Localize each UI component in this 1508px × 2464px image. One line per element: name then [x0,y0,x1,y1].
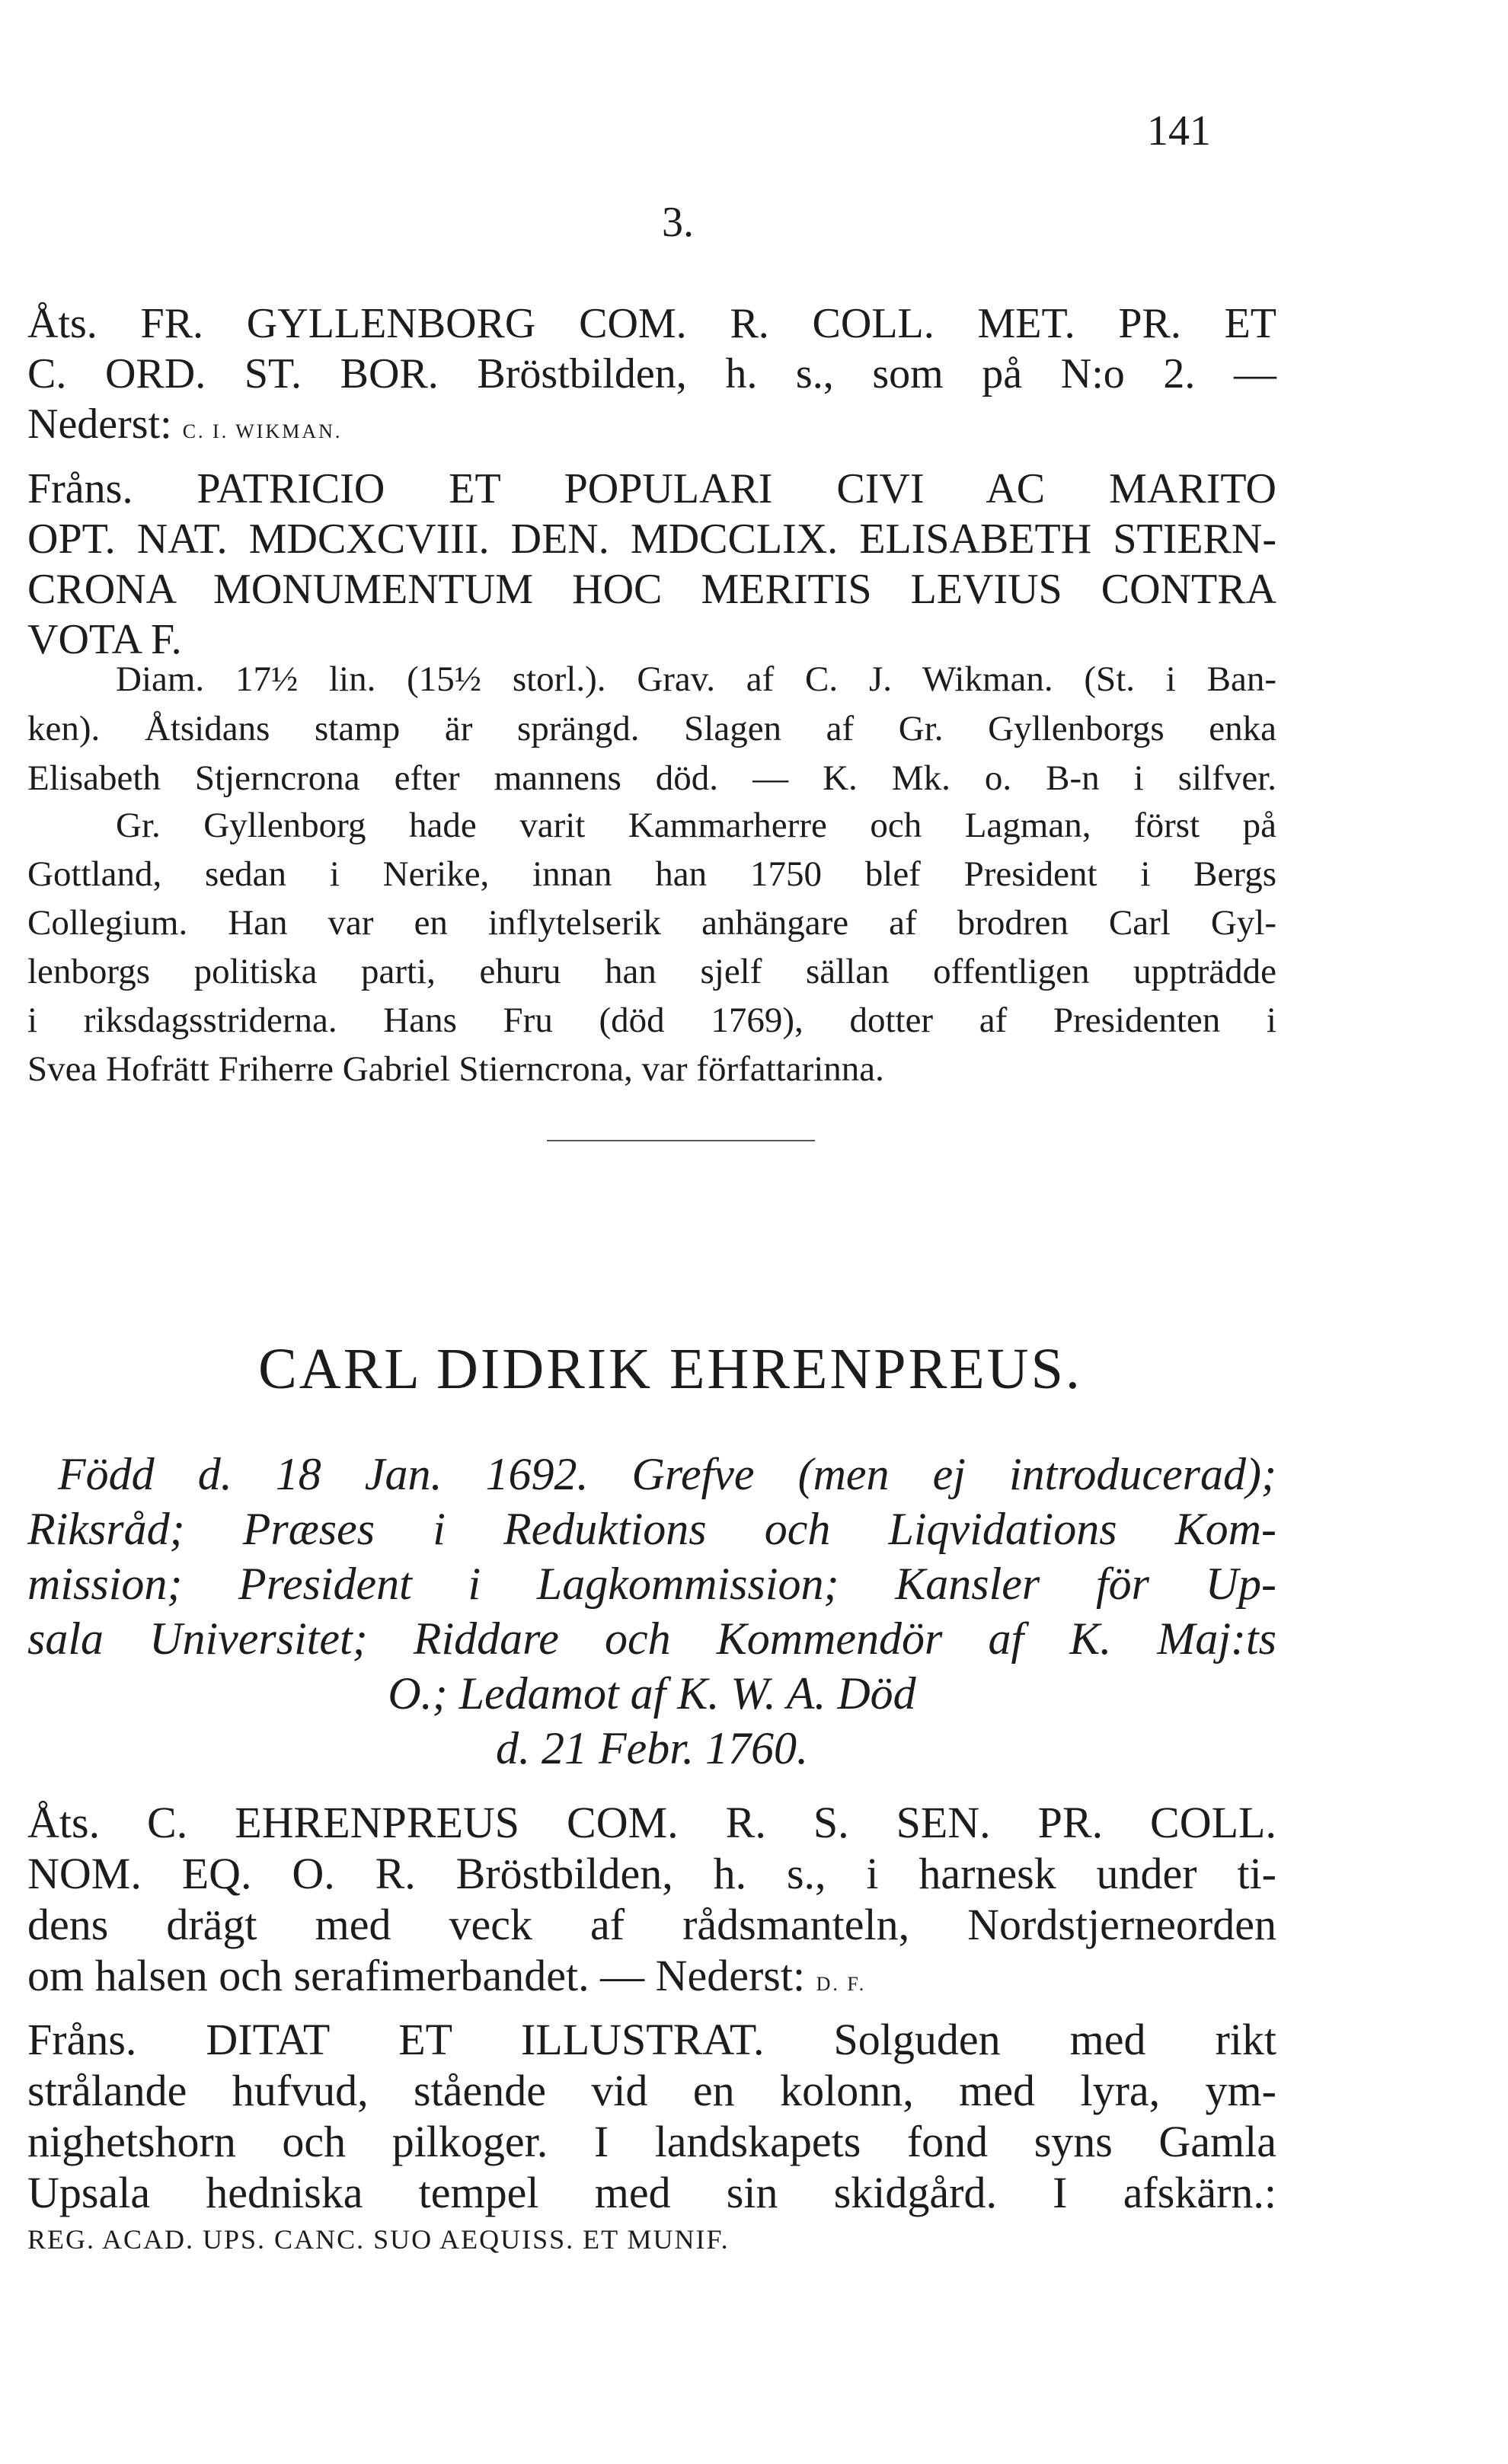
medal2-reverse [27,2014,1276,2218]
medal1-line: C. ORD. ST. BOR. Bröstbilden, h. s., som på N:o 2. — [27,350,1276,397]
exergue-inscription: REG. ACAD. UPS. CANC. SUO AEQUISS. ET MUNIF. [27,2224,730,2255]
desc-line: ken). Åtsidans stamp är sprängd. Slagen af Gr. Gyllenborgs enka [27,709,1276,748]
desc-line: Diam. 17½ lin. (15½ storl.). Grav. af C. J. Wikman. (St. i Ban- [116,659,1276,699]
person-heading: CARL DIDRIK EHRENPREUS. [258,1337,1082,1401]
medal1-reverse-line: CRONA MONUMENTUM HOC MERITIS LEVIUS CONTRA [27,566,1276,613]
medal2-line: Åts. C. EHRENPREUS COM. R. S. SEN. PR. COLL. [27,1798,1276,1847]
gyllenborg-biography [27,801,1276,1093]
medal1-reverse-line: VOTA F. [27,616,182,663]
medal2-reverse-line: nighetshorn och pilkoger. I landskapets fond syns Gamla [27,2117,1276,2166]
bio-line: i riksdagsstriderna. Hans Fru (död 1769), dotter af Presidenten i [27,1001,1276,1040]
bio2-line: Född d. 18 Jan. 1692. Grefve (men ej introducerad); [58,1449,1276,1499]
medal1-reverse-line: Fråns. PATRICIO ET POPULARI CIVI AC MARITO [27,465,1276,512]
bio2-line: O.; Ledamot af K. W. A. Död [388,1668,916,1719]
medal2-line: NOM. EQ. O. R. Bröstbilden, h. s., i harnesk under ti- [27,1849,1276,1898]
engraver-signature: D. F. [816,1973,867,1995]
bio2-line: sala Universitet; Riddare och Kommendör af K. Maj:ts [27,1613,1276,1664]
medal2-last-line [27,1950,1276,2009]
medal1-description [27,655,1276,803]
bio-line: Gottland, sedan i Nerike, innan han 1750 blef President i Bergs [27,854,1276,894]
medal2-reverse-line: Fråns. DITAT ET ILLUSTRAT. Solguden med rikt [27,2015,1276,2064]
section-divider [547,1140,815,1141]
bio-line: Svea Hofrätt Friherre Gabriel Stierncrona, var författarinna. [27,1049,884,1089]
medal2-reverse-line: Upsala hedniska tempel med sin skidgård. I afskärn.: [27,2168,1276,2217]
section-number: 3. [662,199,694,246]
medal1-nederst: Nederst: [27,401,172,448]
medal1-reverse-line: OPT. NAT. MDCXCVIII. DEN. MDCCLIX. ELISABETH STIERN- [27,515,1276,563]
medal1-reverse [27,464,1276,665]
bio-line: Collegium. Han var en inflytelserik anhängare af brodren Carl Gyl- [27,903,1276,943]
bio-line: Gr. Gyllenborg hade varit Kammarherre och Lagman, först på [116,806,1276,845]
ehrenpreus-biography [27,1447,1276,1776]
engraver-signature: C. I. WIKMAN. [182,420,343,442]
medal1-last-line [27,399,1276,457]
medal1-line: Åts. FR. GYLLENBORG COM. R. COLL. MET. PR. ET [27,300,1276,347]
medal2-line: dens drägt med veck af rådsmanteln, Nordstjerneorden [27,1900,1276,1949]
desc-line: Elisabeth Stjerncrona efter mannens död. — K. Mk. o. B-n i silfver. [27,758,1276,798]
medal2-reverse-line: strålande hufvud, stående vid en kolonn, med lyra, ym- [27,2066,1276,2115]
medal1-obverse [27,298,1276,457]
bio2-line: Riksråd; Præses i Reduktions och Liqvidations Kom- [27,1504,1276,1554]
medal2-nederst: om halsen och serafimerbandet. — Nederst: [27,1951,806,2000]
bio-line: lenborgs politiska parti, ehuru han sjelf sällan offentligen uppträdde [27,952,1276,991]
bio2-line: mission; President i Lagkommission; Kansler för Up- [27,1559,1276,1609]
page-number: 141 [1147,107,1211,155]
medal2-obverse [27,1797,1276,2009]
bio2-line: d. 21 Febr. 1760. [496,1723,808,1773]
